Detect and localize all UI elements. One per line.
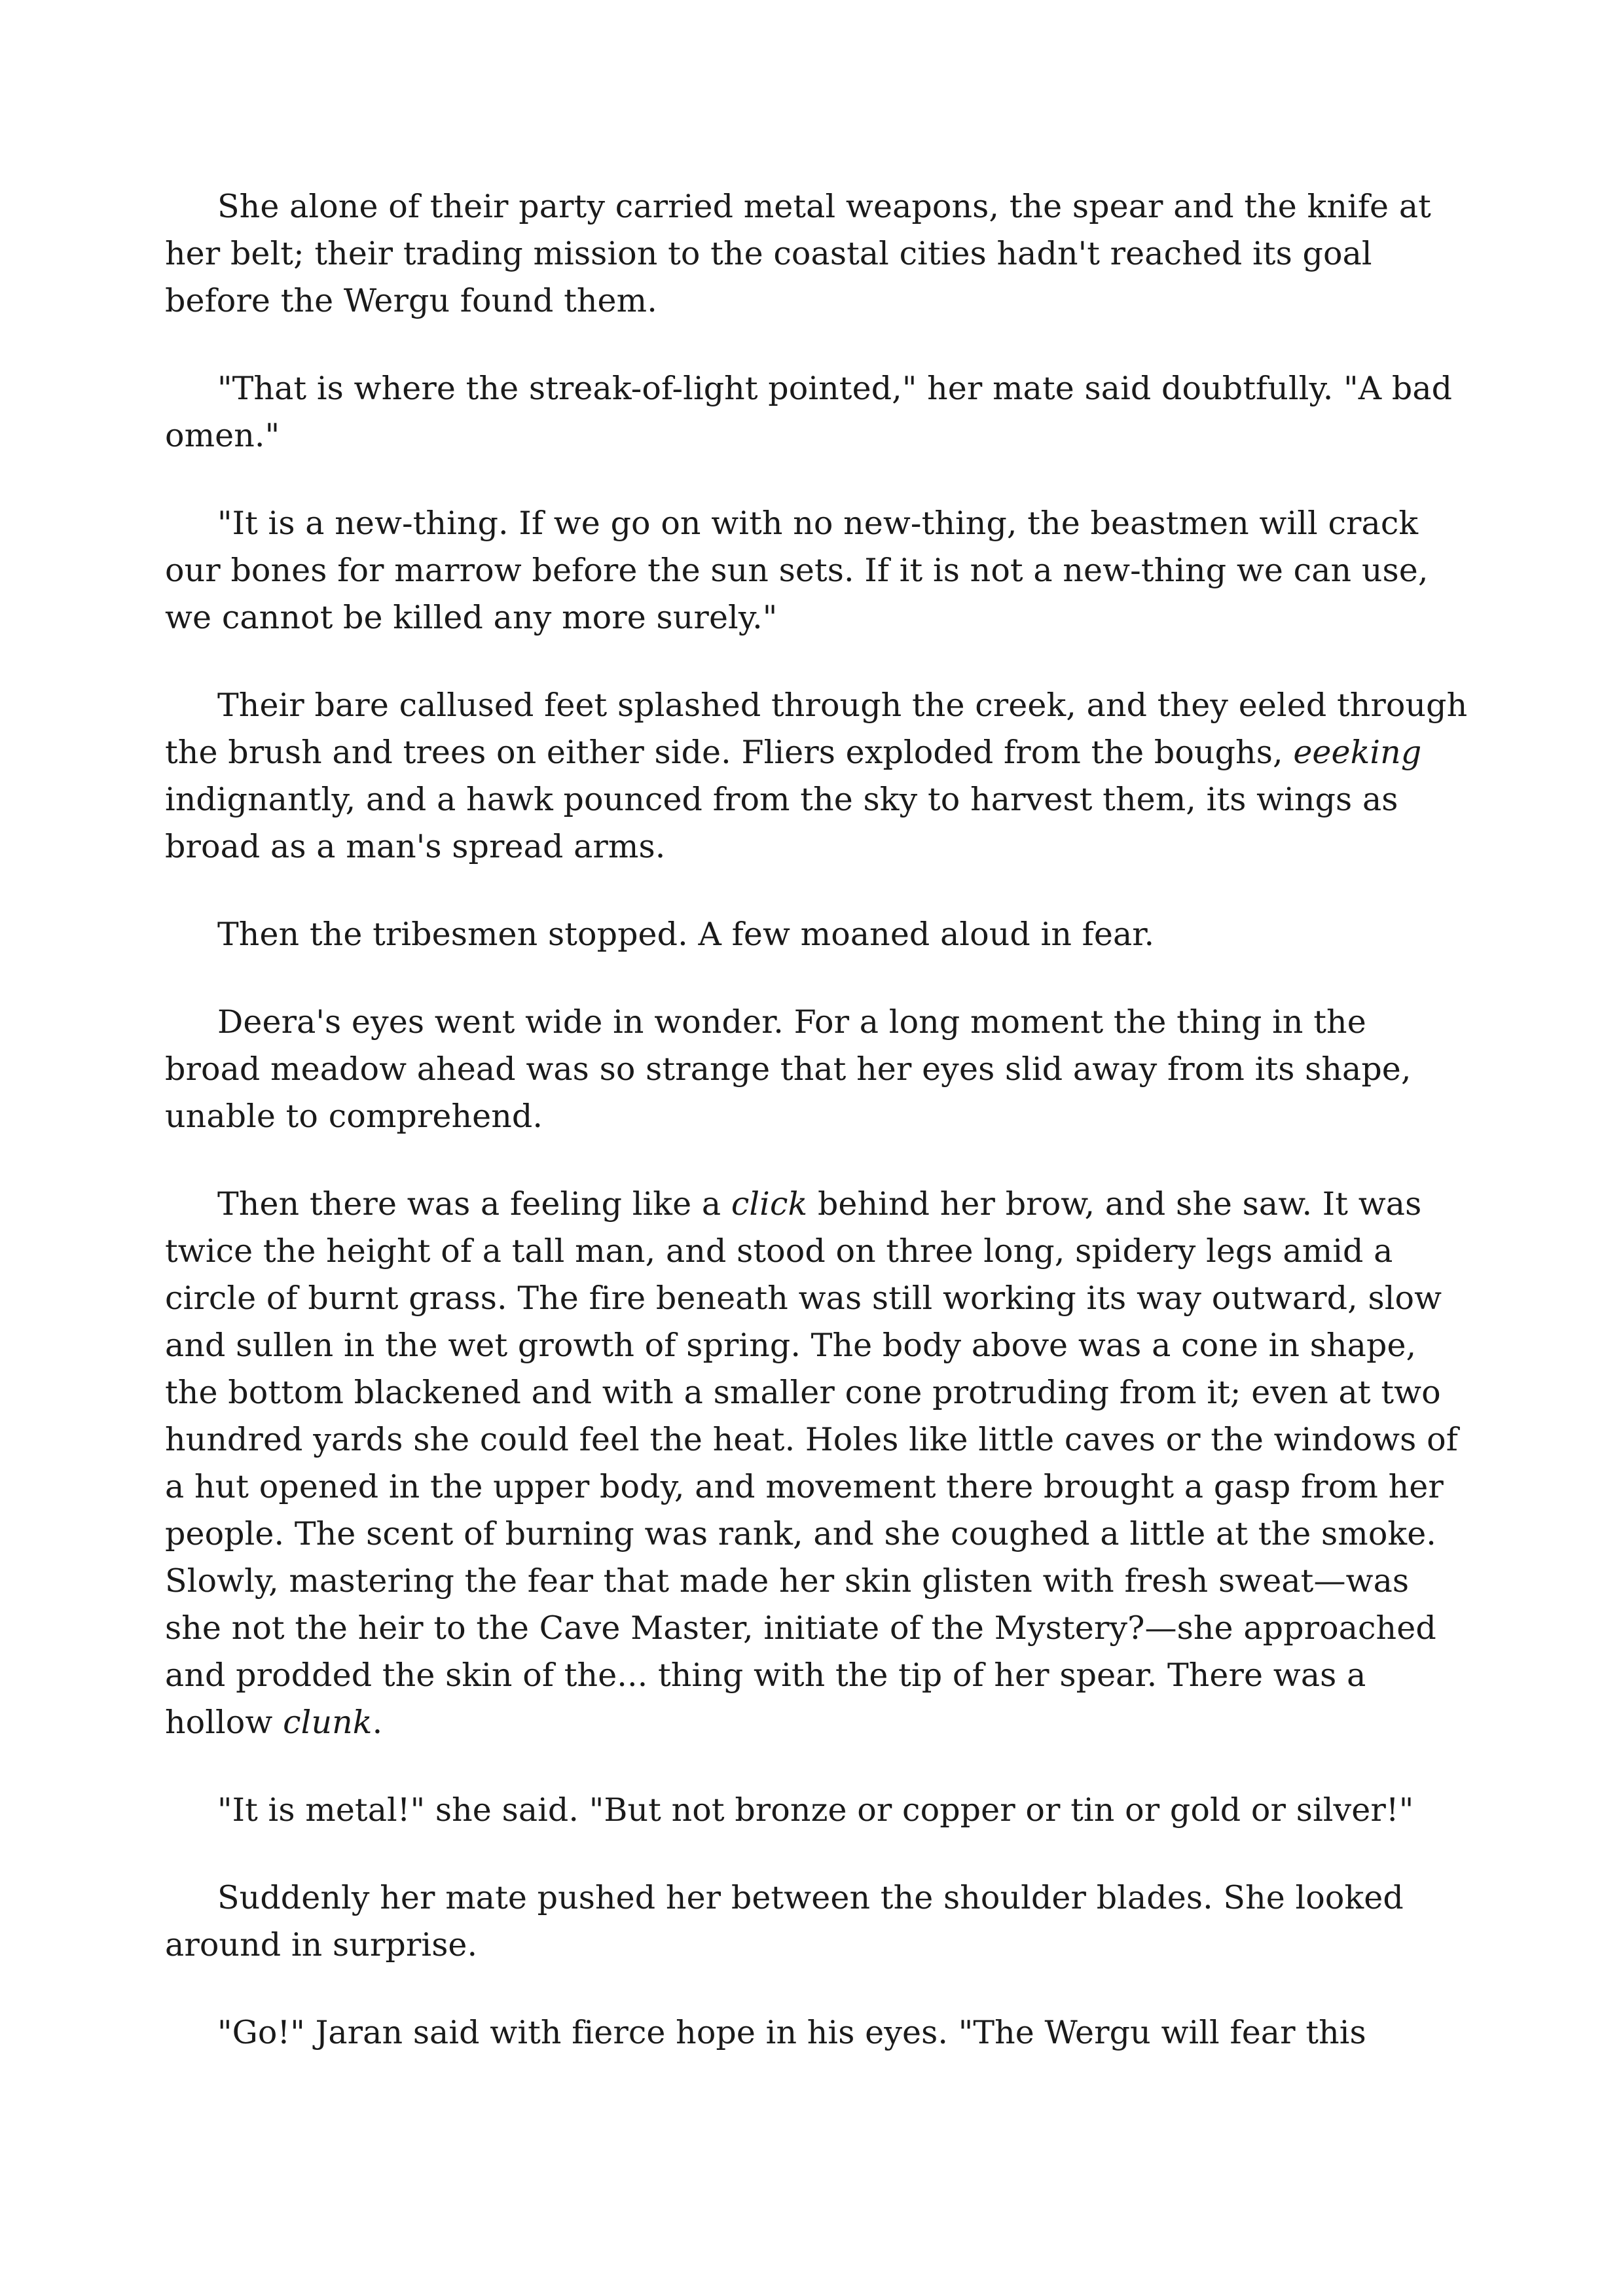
text-segment: Their bare callused feet splashed through the creek, and they eeled through the brush and trees on either side. Fliers exploded from the boughs, (165, 687, 1468, 771)
paragraph-8 (165, 1787, 1468, 1834)
text-segment: "It is a new-thing. If we go on with no new-thing, the beastmen will crack our bones for marrow before the sun sets. If it is not a new-thing we can use, we cannot be killed any more surely." (165, 505, 1429, 636)
italic-word: click (731, 1185, 808, 1223)
paragraph-6 (165, 999, 1468, 1140)
paragraph-1 (165, 183, 1468, 325)
text-segment: Deera's eyes went wide in wonder. For a long moment the thing in the broad meadow ahead was so strange that her eyes slid away from its shape, unable to comprehend. (165, 1003, 1412, 1135)
body-text (165, 183, 1468, 2056)
text-segment: indignantly, and a hawk pounced from the sky to harvest them, its wings as broad as a man's spread arms. (165, 781, 1398, 865)
paragraph-2 (165, 365, 1468, 459)
text-segment: Then the tribesmen stopped. A few moaned aloud in fear. (217, 916, 1155, 953)
text-segment: Suddenly her mate pushed her between the shoulder blades. She looked around in surprise. (165, 1879, 1404, 1964)
text-segment: She alone of their party carried metal weapons, the spear and the knife at her belt; their trading mission to the coastal cities hadn't reached its goal before the Wergu found them. (165, 188, 1431, 319)
text-segment: "It is metal!" she said. "But not bronze or copper or tin or gold or silver!" (217, 1791, 1414, 1829)
paragraph-3 (165, 500, 1468, 641)
paragraph-4 (165, 682, 1468, 870)
paragraph-9 (165, 1874, 1468, 1969)
italic-word: eeeking (1293, 734, 1422, 771)
text-segment: "That is where the streak-of-light pointed," her mate said doubtfully. "A bad omen." (165, 370, 1453, 454)
paragraph-10 (165, 2009, 1468, 2056)
paragraph-5 (165, 911, 1468, 958)
paragraph-7 (165, 1181, 1468, 1746)
text-segment: . (372, 1704, 383, 1741)
text-segment: "Go!" Jaran said with fierce hope in his eyes. "The Wergu will fear this (217, 2014, 1366, 2051)
text-segment: behind her brow, and she saw. It was twice the height of a tall man, and stood on three long, spidery legs amid a circle of burnt grass. The fire beneath was still working its way outward, slow and sullen in the wet growth of spring. The body above was a cone in shape, the bottom blackened and with a smaller cone protruding from it; even at two hundred yards she could feel the heat. Holes like little caves or the windows of a hut opened in the upper body, and movement there brought a gasp from her people. The scent of burning was rank, and she coughed a little at the smoke. Slowly, mastering the fear that made her skin glisten with fresh sweat—was she not the heir to the Cave Master, initiate of the Mystery?—she approached and prodded the skin of the... thing with the tip of her spear. There was a hollow (165, 1185, 1458, 1741)
italic-word: clunk (283, 1704, 373, 1741)
text-segment: Then there was a feeling like a (217, 1185, 731, 1223)
